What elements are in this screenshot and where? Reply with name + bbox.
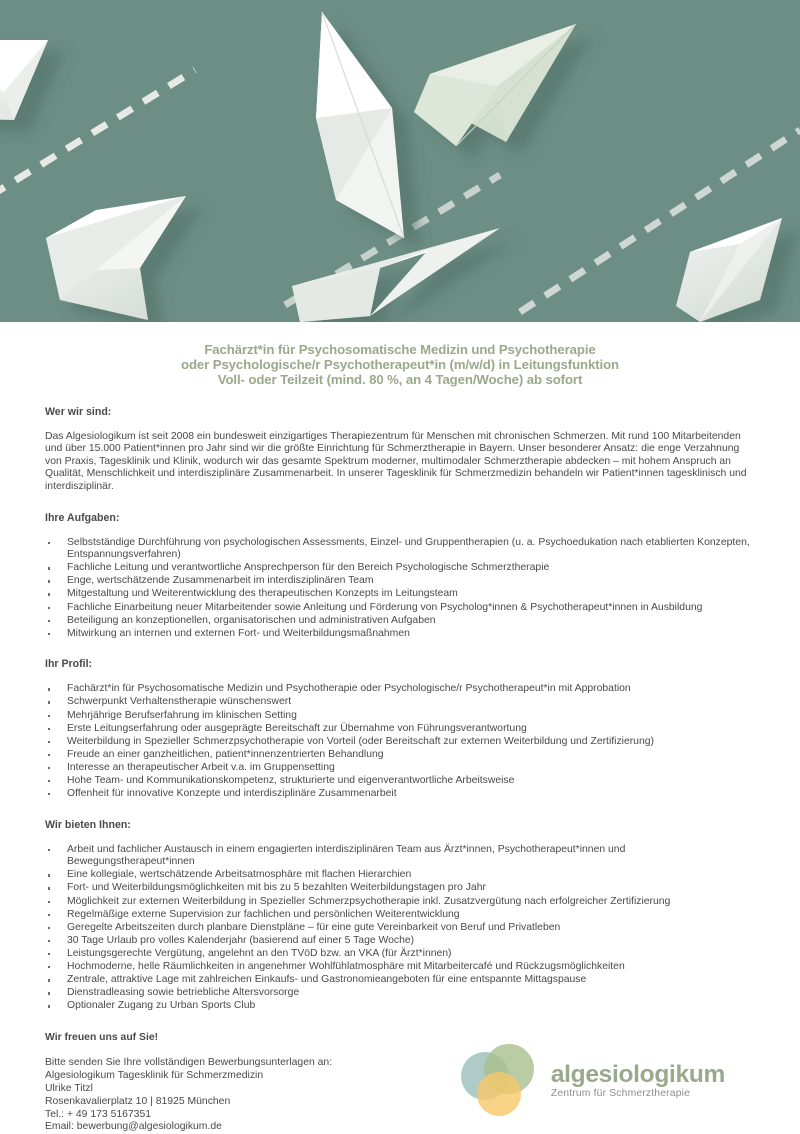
company-logo[interactable]	[457, 1044, 725, 1118]
contact-company: Algesiologikum Tagesklinik für Schmerzmedizin	[45, 1070, 264, 1082]
list-item: Mitgestaltung und Weiterentwicklung des therapeutischen Konzepts im Leitungsteam	[45, 588, 755, 601]
list-item: Hohe Team- und Kommunikationskompetenz, strukturierte und eigenverantwortliche Arbeitsweise	[45, 775, 755, 788]
list-item: Hochmoderne, helle Räumlichkeiten in angenehmer Wohlfühlatmosphäre mit Mitarbeitercafé und Rückzugsmöglichkeiten	[45, 961, 755, 974]
venn-circles-logo-icon	[457, 1044, 543, 1118]
closing-statement: Wir freuen uns auf Sie!	[45, 1031, 159, 1043]
section-paragraph: Das Algesiologikum ist seit 2008 ein bundesweit einzigartiges Therapiezentrum für Menschen mit chronischen Schmerzen. Mit rund 100 Mitarbeitenden und über 15.000 Patient*innen pro Jahr sind wir die größte Einrichtung für Schmerztherapie in Bayern. Unser besonderer Ansatz: die enge Verzahnung von Praxis, Tagesklinik und Klinik, wodurch wir das gesamte Spektrum moderner, multimodaler Schmerztherapie abdecken – mit hohem Anspruch an Qualität, Menschlichkeit und interdisziplinäre Zusammenarbeit. In unserer Tagesklinik für Schmerzmedizin behandeln wir Patient*innen tagesklinisch und interdisziplinär.	[45, 430, 747, 492]
contact-intro: Bitte senden Sie Ihre vollständigen Bewerbungsunterlagen an:	[45, 1057, 333, 1069]
job-title-line-3: Voll- oder Teilzeit (mind. 80 %, an 4 Tagen/Woche) ab sofort	[217, 372, 583, 388]
list-item: Schwerpunkt Verhaltenstherapie wünschenswert	[45, 696, 755, 709]
section-wer-wir-sind	[45, 406, 755, 494]
page-title	[45, 322, 755, 388]
contact-phone[interactable]: Tel.: + 49 173 5167351	[45, 1108, 152, 1120]
hero-banner	[0, 0, 800, 322]
list-item: Fachliche Leitung und verantwortliche Ansprechperson für den Bereich Psychologische Schmerztherapie	[45, 562, 755, 575]
list-item: Selbstständige Durchführung von psychologischen Assessments, Einzel- und Gruppentherapien (u. a. Psychoedukation nach etablierten Konzepten, Entspannungsverfahren)	[45, 537, 755, 562]
section-ihre-aufgaben	[45, 512, 755, 641]
list-item: Möglichkeit zur externen Weiterbildung in Spezieller Schmerzpsychotherapie inkl. Zusatzvergütung nach erfolgreicher Zertifizierung	[45, 896, 755, 909]
benefits-list	[45, 844, 755, 1013]
job-title-line-2: oder Psychologische/r Psychotherapeut*in (m/w/d) in Leitungsfunktion	[181, 357, 619, 373]
contact-address: Rosenkavalierplatz 10 | 81925 München	[45, 1095, 231, 1107]
section-heading: Ihr Profil:	[45, 658, 93, 671]
section-heading: Wir bieten Ihnen:	[45, 818, 131, 831]
list-item: Geregelte Arbeitszeiten durch planbare Dienstpläne – für eine gute Vereinbarkeit von Beruf und Privatleben	[45, 922, 755, 935]
list-item: 30 Tage Urlaub pro volles Kalenderjahr (basierend auf einer 5 Tage Woche)	[45, 935, 755, 948]
list-item: Mitwirkung an internen und externen Fort- und Weiterbildungsmaßnahmen	[45, 628, 755, 641]
list-item: Freude an einer ganzheitlichen, patient*innenzentrierten Behandlung	[45, 749, 755, 762]
list-item: Optionaler Zugang zu Urban Sports Club	[45, 1000, 755, 1013]
list-item: Beteiligung an konzeptionellen, organisatorischen und administrativen Aufgaben	[45, 615, 755, 628]
section-heading: Ihre Aufgaben:	[45, 511, 120, 524]
list-item: Offenheit für innovative Konzepte und interdisziplinäre Zusammenarbeit	[45, 788, 755, 801]
profile-list	[45, 683, 755, 800]
job-title-line-1: Fachärzt*in für Psychosomatische Medizin und Psychotherapie	[204, 342, 596, 357]
list-item: Regelmäßige externe Supervision zur fachlichen und persönlichen Weiterentwicklung	[45, 909, 755, 922]
logo-wordmark: algesiologikum	[550, 1061, 725, 1089]
list-item: Mehrjährige Berufserfahrung im klinischen Setting	[45, 710, 755, 723]
section-ihr-profil	[45, 658, 755, 800]
logo-text	[551, 1062, 725, 1099]
list-item: Fachliche Einarbeitung neuer Mitarbeitender sowie Anleitung und Förderung von Psycholog*innen & Psychotherapeut*innen in Ausbildung	[45, 602, 755, 615]
logo-tagline: Zentrum für Schmerztherapie	[550, 1088, 691, 1100]
list-item: Leistungsgerechte Vergütung, angelehnt an den TVöD bzw. an VKA (für Ärzt*innen)	[45, 948, 755, 961]
list-item: Weiterbildung in Spezieller Schmerzpsychotherapie von Vorteil (oder Bereitschaft zur externen Weiterbildung und Zertifizierung)	[45, 736, 755, 749]
contact-person: Ulrike Titzl	[45, 1083, 93, 1095]
list-item: Fort- und Weiterbildungsmöglichkeiten mit bis zu 5 bezahlten Weiterbildungstagen pro Jahr	[45, 882, 755, 895]
list-item: Eine kollegiale, wertschätzende Arbeitsatmosphäre mit flachen Hierarchien	[45, 869, 755, 882]
section-wir-bieten-ihnen	[45, 819, 755, 1013]
section-heading: Wer wir sind:	[45, 405, 112, 418]
list-item: Erste Leitungserfahrung oder ausgeprägte Bereitschaft zur Übernahme von Führungsverantwortung	[45, 723, 755, 736]
list-item: Dienstradleasing sowie betriebliche Altersvorsorge	[45, 987, 755, 1000]
list-item: Fachärzt*in für Psychosomatische Medizin und Psychotherapie oder Psychologische/r Psychotherapeut*in mit Approbation	[45, 683, 755, 696]
paper-airplanes-illustration	[0, 0, 800, 322]
footer	[45, 1032, 755, 1134]
tasks-list	[45, 537, 755, 641]
list-item: Arbeit und fachlicher Austausch in einem engagierten interdisziplinären Team aus Ärzt*innen, Psychotherapeut*innen und Bewegungstherapeut*innen	[45, 844, 755, 869]
list-item: Interesse an therapeutischer Arbeit v.a. im Gruppensetting	[45, 762, 755, 775]
list-item: Enge, wertschätzende Zusammenarbeit im interdisziplinären Team	[45, 575, 755, 588]
job-posting-content	[0, 322, 800, 1134]
contact-email[interactable]: Email: bewerbung@algesiologikum.de	[45, 1121, 222, 1133]
list-item: Zentrale, attraktive Lage mit zahlreichen Einkaufs- und Gastronomieangeboten für eine entspannte Mittagspause	[45, 974, 755, 987]
